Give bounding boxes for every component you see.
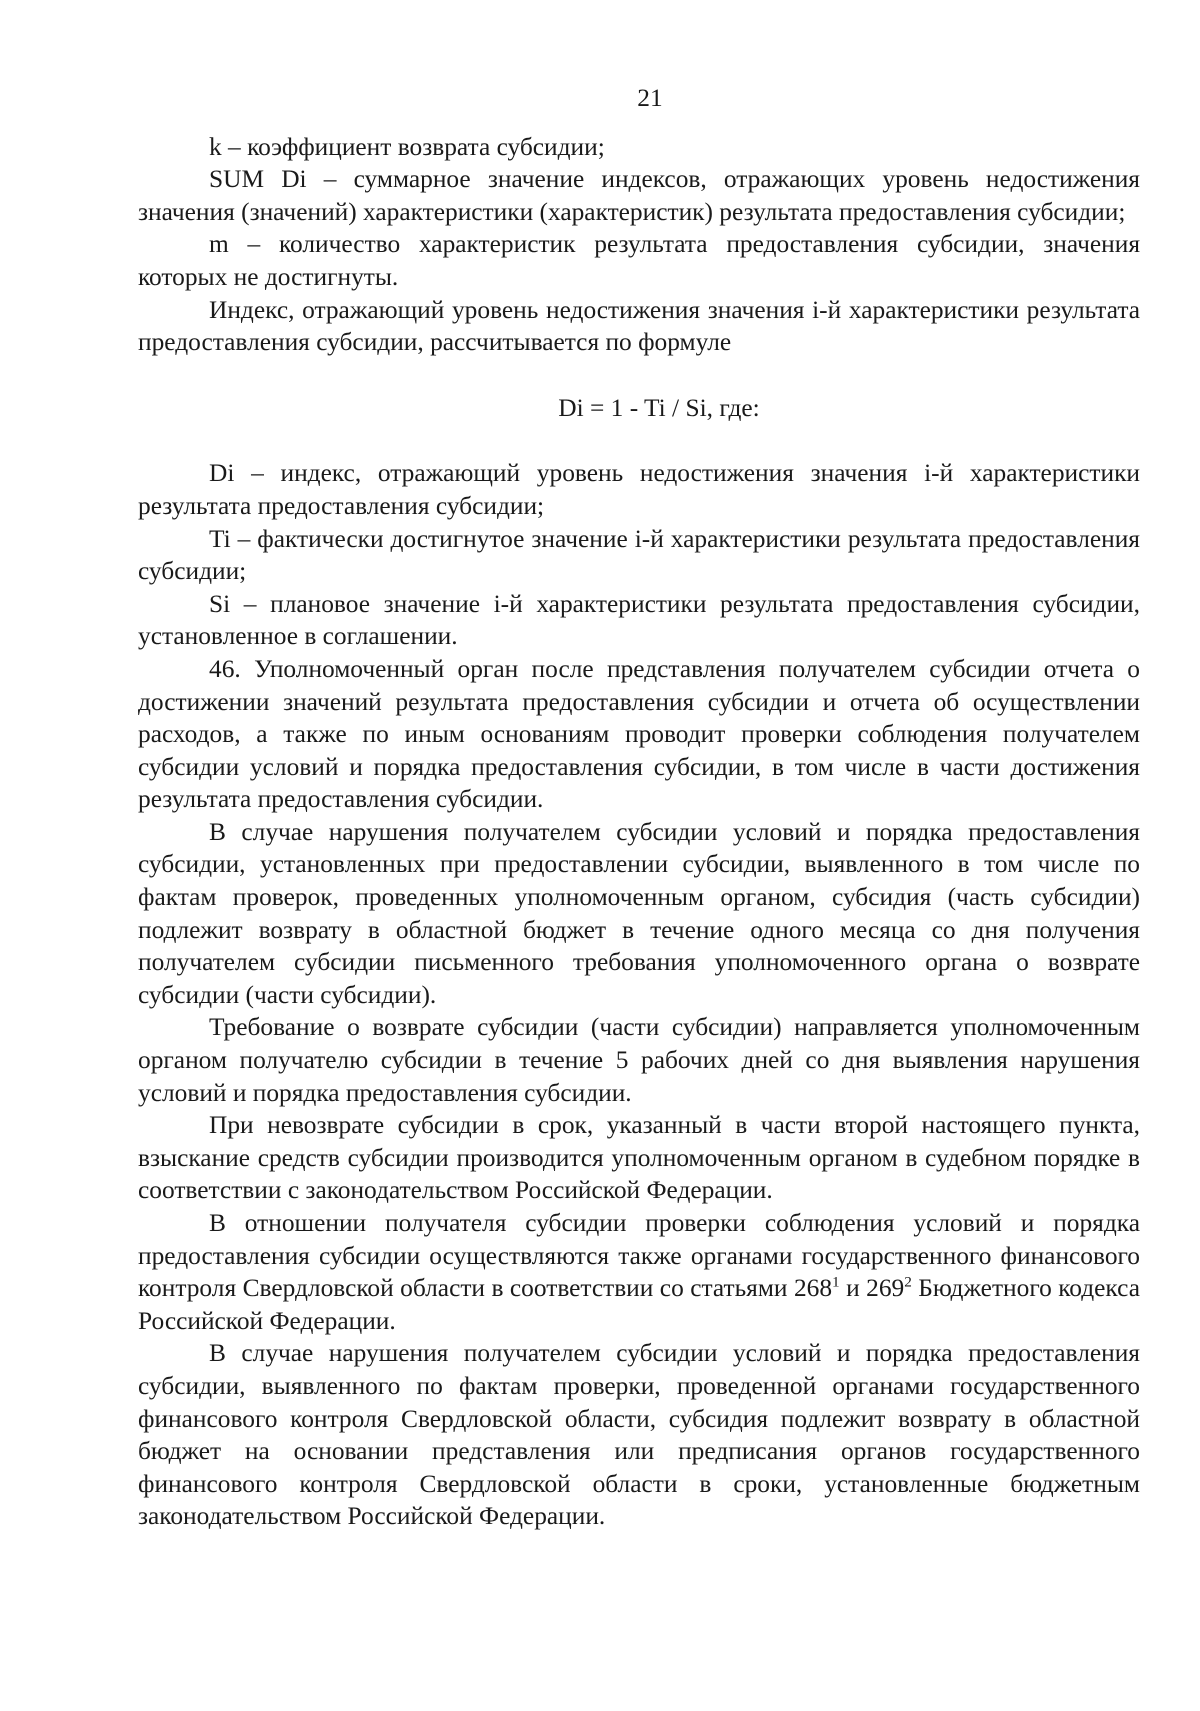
paragraph-ti-definition: Ti – фактически достигнутое значение i-й характеристики результата предоставления субсидии; xyxy=(138,524,1140,586)
paragraph-index-intro: Индекс, отражающий уровень недостижения значения i-й характеристики результата предоставления субсидии, рассчитывается по формуле xyxy=(138,295,1140,357)
document-page xyxy=(138,82,1140,1533)
paragraph-si-definition: Si – плановое значение i-й характеристики результата предоставления субсидии, установленное в соглашении. xyxy=(138,589,1140,651)
page-number: 21 xyxy=(637,84,663,112)
paragraph-k-definition: k – коэффициент возврата субсидии; xyxy=(209,132,605,161)
control-text-end: Бюджетного кодекса Российской Федерации. xyxy=(138,1274,1140,1335)
article-269-superscript: 2 xyxy=(904,1273,912,1291)
control-text: В отношении получателя субсидии проверки соблюдения условий и порядка предоставления субсидии осуществляются также органами государственного финансового контроля Свердловской области в соответствии со статьями 268 xyxy=(138,1209,1140,1303)
paragraph-46: 46. Уполномоченный орган после представления получателем субсидии отчета о достижении значений результата предоставления субсидии и отчета об осуществлении расходов, а также по иным основаниям проводит проверки соблюдения получателем субсидии условий и порядка предоставления субсидии, в том числе в части достижения результата предоставления субсидии. xyxy=(138,654,1140,814)
formula: Di = 1 - Ti / Si, где: xyxy=(558,393,760,422)
article-268-superscript: 1 xyxy=(832,1273,840,1291)
paragraph-di-definition: Di – индекс, отражающий уровень недостижения значения i-й характеристики результата предоставления субсидии; xyxy=(138,459,1140,520)
paragraph-sum-definition: SUM Di – суммарное значение индексов, отражающих уровень недостижения значения (значений) характеристики (характеристик) результата предоставления субсидии; xyxy=(138,165,1140,226)
paragraph-m-definition: m – количество характеристик результата предоставления субсидии, значения которых не достигнуты. xyxy=(138,230,1140,291)
paragraph-demand: Требование о возврате субсидии (части субсидии) направляется уполномоченным органом получателю субсидии в течение 5 рабочих дней со дня выявления нарушения условий и порядка предоставления субсидии. xyxy=(138,1013,1140,1107)
paragraph-financial-control xyxy=(138,1207,1140,1337)
control-text-and: и 269 xyxy=(839,1274,905,1303)
paragraph-non-return: При невозврате субсидии в срок, указанный в части второй настоящего пункта, взыскание средств субсидии производится уполномоченным органом в судебном порядке в соответствии с законодательством Российской Федерации. xyxy=(138,1111,1140,1205)
paragraph-violation-return: В случае нарушения получателем субсидии условий и порядка предоставления субсидии, установленных при предоставлении субсидии, выявленного в том числе по фактам проверок, проведенных уполномоченным органом, субсидия (часть субсидии) подлежит возврату в областной бюджет в течение одного месяца со дня получения получателем субсидии письменного требования уполномоченного органа о возврате субсидии (части субсидии). xyxy=(138,817,1140,1009)
paragraph-violation-control: В случае нарушения получателем субсидии условий и порядка предоставления субсидии, выявленного по фактам проверки, проведенной органами государственного финансового контроля Свердловской области, субсидия подлежит возврату в областной бюджет на основании представления или предписания органов государственного финансового контроля Свердловской области в сроки, установленные бюджетным законодательством Российской Федерации. xyxy=(138,1339,1140,1531)
